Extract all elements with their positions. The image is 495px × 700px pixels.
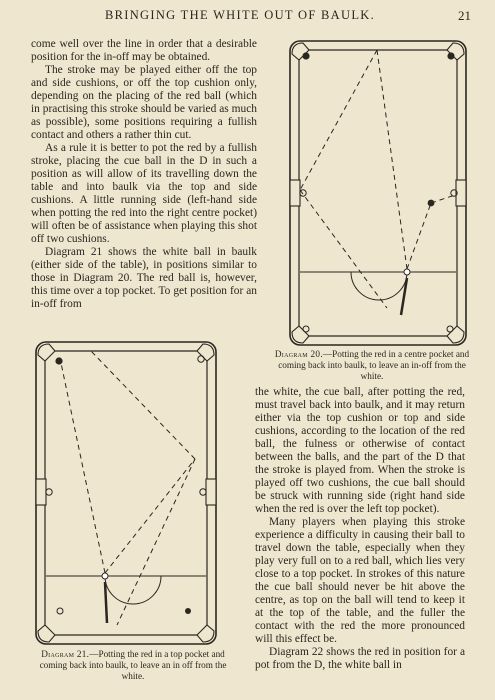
diagram-20-table xyxy=(289,40,467,346)
paragraph: the white, the cue ball, after potting the red, must travel back into baulk, and it may return either via the top cushion or top and side cushions, according to the location of the red ball, the fulness or otherwise of contact between the balls, and the part of the D that the stroke is played from. When the stroke is played off two cushions, the cue ball should be struck with running side (right hand side when the red is over the left top pocket). xyxy=(255,386,465,515)
diagram-20-caption xyxy=(272,349,472,382)
diagram-20-caption-label: Diagram 20. xyxy=(274,349,323,359)
paragraph: Many players when playing this stroke experience a difficulty in causing their ball to travel down the table, especially when they play very full on to a red ball, which lies very close to a top pocket. In strokes of this nature the cue ball should never be hit above the centre, as top on the ball will tend to keep it at the top of the table, and the fuller the contact with the red the more pronounced will this effect be. xyxy=(255,516,465,645)
paragraph: The stroke may be played either off the top and side cushions, or off the top cushion only, depending on the placing of the red ball (which in practising this stroke should be varied as much as possible), some positions requiring a fullish contact and others a rather thin cut. xyxy=(31,64,257,141)
paragraph: As a rule it is better to pot the red by a fullish stroke, placing the cue ball in the D in such a position as will allow of its travelling down the table and into baulk via the top and side cushions. A little running side (left-hand side when potting the red into the right centre pocket) will often be of assistance when playing this shot off two cushions. xyxy=(31,142,257,245)
right-column-text xyxy=(255,386,465,672)
running-header xyxy=(0,8,495,26)
running-title: BRINGING THE WHITE OUT OF BAULK. xyxy=(104,8,376,22)
diagram-21-table xyxy=(35,341,217,645)
page-number: 21 xyxy=(458,8,471,23)
left-column-text xyxy=(31,38,257,311)
diagram-21-caption xyxy=(28,649,238,682)
diagram-20-caption-text: —Potting the red in a centre pocket and coming back into baulk, to leave an in-off from the white. xyxy=(278,349,470,381)
paragraph: Diagram 21 shows the white ball in baulk (either side of the table), in positions similar to those in Diagram 20. The red ball is, however, this time over a top pocket. To get position for an in-off from xyxy=(31,246,257,310)
diagram-21-caption-label: Diagram 21. xyxy=(41,649,90,659)
diagram-21-caption-text: —Potting the red in a top pocket and coming back into baulk, to leave an in off from the white. xyxy=(39,649,227,681)
paragraph: come well over the line in order that a desirable position for the in-off may be obtained. xyxy=(31,38,257,63)
paragraph: Diagram 22 shows the red in position for a pot from the D, the white ball in xyxy=(255,646,465,671)
